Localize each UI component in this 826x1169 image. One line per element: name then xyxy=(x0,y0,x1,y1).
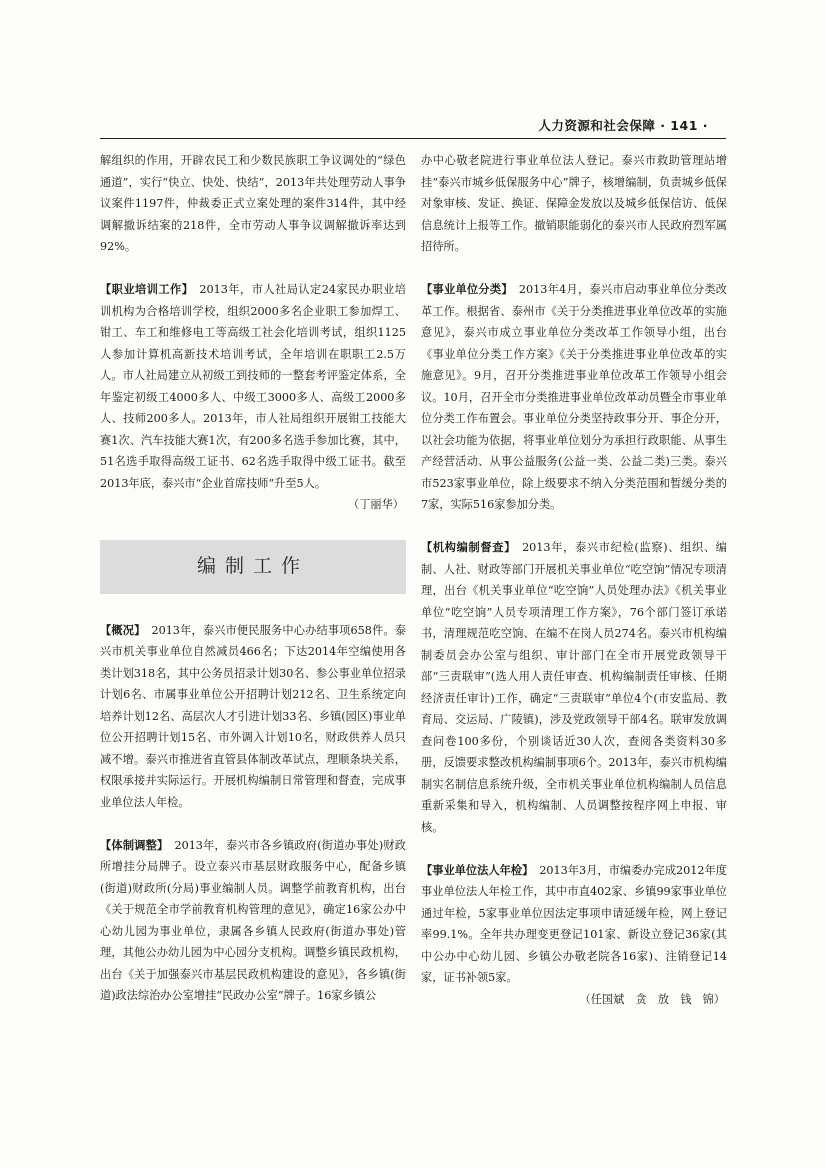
staffing-inspection-text: 2013年，泰兴市纪检(监察)、组织、编制、人社、财政等部门开展机关事业单位“吃空饷”情况专项清理，出台《机关事业单位“吃空饷”人员处理办法》《机关事业单位“吃空饷”人员专项清理工作方案》，76个部门签订承诺书，清理规范吃空饷、在编不在岗人员274名。泰兴市机构编制委员会办公室与组织、审计部门在全市开展党政领导干部“三责联审”(选人用人责任审查、机构编制责任审核、任期经济责任审计)工作，确定“三责联审”单位4个(市安监局、教育局、交运局、广陵镇)，涉及党政领导干部4名。联审发放调查问卷100多份，个别谈话近30人次，查阅各类资料30多册，反馈要求整改机构编制事项6个。2013年，泰兴市机构编制实名制信息系统升级，全市机关事业单位机构编制人员信息重新采集和导入，机构编制、人员调整按程序网上申报、审核。 xyxy=(421,541,727,834)
section-title: 编制工作 xyxy=(196,554,309,577)
left-paragraph-continued: 解组织的作用，开辟农民工和少数民族职工争议调处的“绿色通道”，实行“快立、快处、快结”，2013年共处理劳动人事争议案件1197件，仲裁委正式立案处理的案件314件，其中经调解撤诉结案的218件，全市劳动人事争议调解撤诉率达到92%。 xyxy=(100,154,406,253)
right-paragraph-continued: 办中心敬老院进行事业单位法人登记。泰兴市救助管理站增挂“泰兴市城乡低保服务中心”牌子，核增编制，负责城乡低保对象审核、发证、换证、保障金发放以及城乡低保信访、低保信息统计上报等工作。撤销职能弱化的泰兴市人民政府烈军属招待所。 xyxy=(421,154,727,253)
vocational-training-paragraph xyxy=(100,279,406,516)
annual-inspection-paragraph xyxy=(421,860,727,1011)
overview-paragraph xyxy=(100,620,406,814)
staffing-inspection-heading: 【机构编制督查】 xyxy=(421,541,517,554)
vocational-training-heading: 【职业培训工作】 xyxy=(100,283,194,296)
overview-text: 2013年，泰兴市便民服务中心办结事项658件。泰兴市机关事业单位自然减员466名；下达2014年空编使用各类计划318名，其中公务员招录计划30名、参公事业单位招录计划6名、市属事业单位公开招聘计划212名、卫生系统定向培养计划12名、高层次人才引进计划33名、乡镇(园区)事业单位公开招聘计划15名、市外调入计划10名，财政供养人员只减不增。泰兴市推进省直管县体制改革试点，理顺条块关系，权限承接并实际运行。开展机构编制日常管理和督查，完成事业单位法人年检。 xyxy=(100,623,406,809)
system-adjustment-heading: 【体制调整】 xyxy=(100,838,169,852)
vocational-training-author: （丁丽华） xyxy=(348,498,404,511)
system-adjustment-paragraph xyxy=(100,835,406,1007)
section-heading-box xyxy=(100,540,406,594)
institution-classification-heading: 【事业单位分类】 xyxy=(421,283,513,296)
system-adjustment-text: 2013年，泰兴市各乡镇政府(街道办事处)财政所增挂分局牌子。设立泰兴市基层财政服务中心，配备乡镇(街道)财政所(分局)事业编制人员。调整学前教育机构，出台《关于规范全市学前教育机构管理的意见》，确定16家公办中心幼儿园为事业单位，隶属各乡镇人民政府(街道办事处)管理，其他公办幼儿园为中心园分支机构。调整乡镇民政机构，出台《关于加强泰兴市基层民政机构建设的意见》，各乡镇(街道)政法综治办公室增挂“民政办公室”牌子。16家乡镇公 xyxy=(100,838,406,1002)
vocational-training-text: 2013年，市人社局认定24家民办职业培训机构为合格培训学校，组织2000多名企业职工参加焊工、钳工、车工和维修电工等高级工社会化培训考试，组织1125人参加计算机高新技术培训考试，全年培训在职职工2.5万人。市人社局建立从初级工到技师的一整套考评鉴定体系，全年鉴定初级工4000多人、中级工3000多人、高级工2000多人、技师200多人。2013年，市人社局组织开展钳工技能大赛1次、汽车技能大赛1次，有200多名选手参加比赛，其中，51名选手取得高级工证书、62名选手取得中级工证书。截至2013年底，泰兴市“企业首席技师”升至5人。 xyxy=(100,283,406,490)
right-column xyxy=(421,150,727,1010)
annual-inspection-heading: 【事业单位法人年检】 xyxy=(421,863,534,877)
annual-inspection-text: 2013年3月，市编委办完成2012年度事业单位法人年检工作，其中市直402家、乡镇99家事业单位通过年检，5家事业单位因法定事项申请延缓年检，网上登记率99.1%。全年共办理变更登记101家、新设立登记36家(其中公办中心幼儿园、乡镇公办敬老院各16家)、注销登记14家，证书补领5家。 xyxy=(421,863,727,984)
staffing-inspection-paragraph xyxy=(421,537,727,838)
running-header xyxy=(100,114,726,139)
header-title: 人力资源和社会保障 · 141 · xyxy=(538,118,708,133)
overview-heading: 【概况】 xyxy=(100,623,146,637)
institution-classification-paragraph xyxy=(421,279,727,516)
annual-inspection-authors: （任国斌 贪 放 钱 锦） xyxy=(579,992,725,1006)
institution-classification-text: 2013年4月，泰兴市启动事业单位分类改革工作。根据省、泰州市《关于分类推进事业单位改革的实施意见》，泰兴市成立事业单位分类改革工作领导小组，出台《事业单位分类工作方案》《关于分类推进事业单位改革的实施意见》。9月，召开分类推进事业单位改革工作领导小组会议。10月，召开全市分类推进事业单位改革动员暨全市事业单位分类工作布置会。事业单位分类坚持政事分开、事企分开，以社会功能为依据，将事业单位划分为承担行政职能、从事生产经营活动、从事公益服务(公益一类、公益二类)三类。泰兴市523家事业单位，除上级要求不纳入分类范围和暂缓分类的7家，实际516家参加分类。 xyxy=(421,283,727,511)
left-column xyxy=(100,150,406,1007)
